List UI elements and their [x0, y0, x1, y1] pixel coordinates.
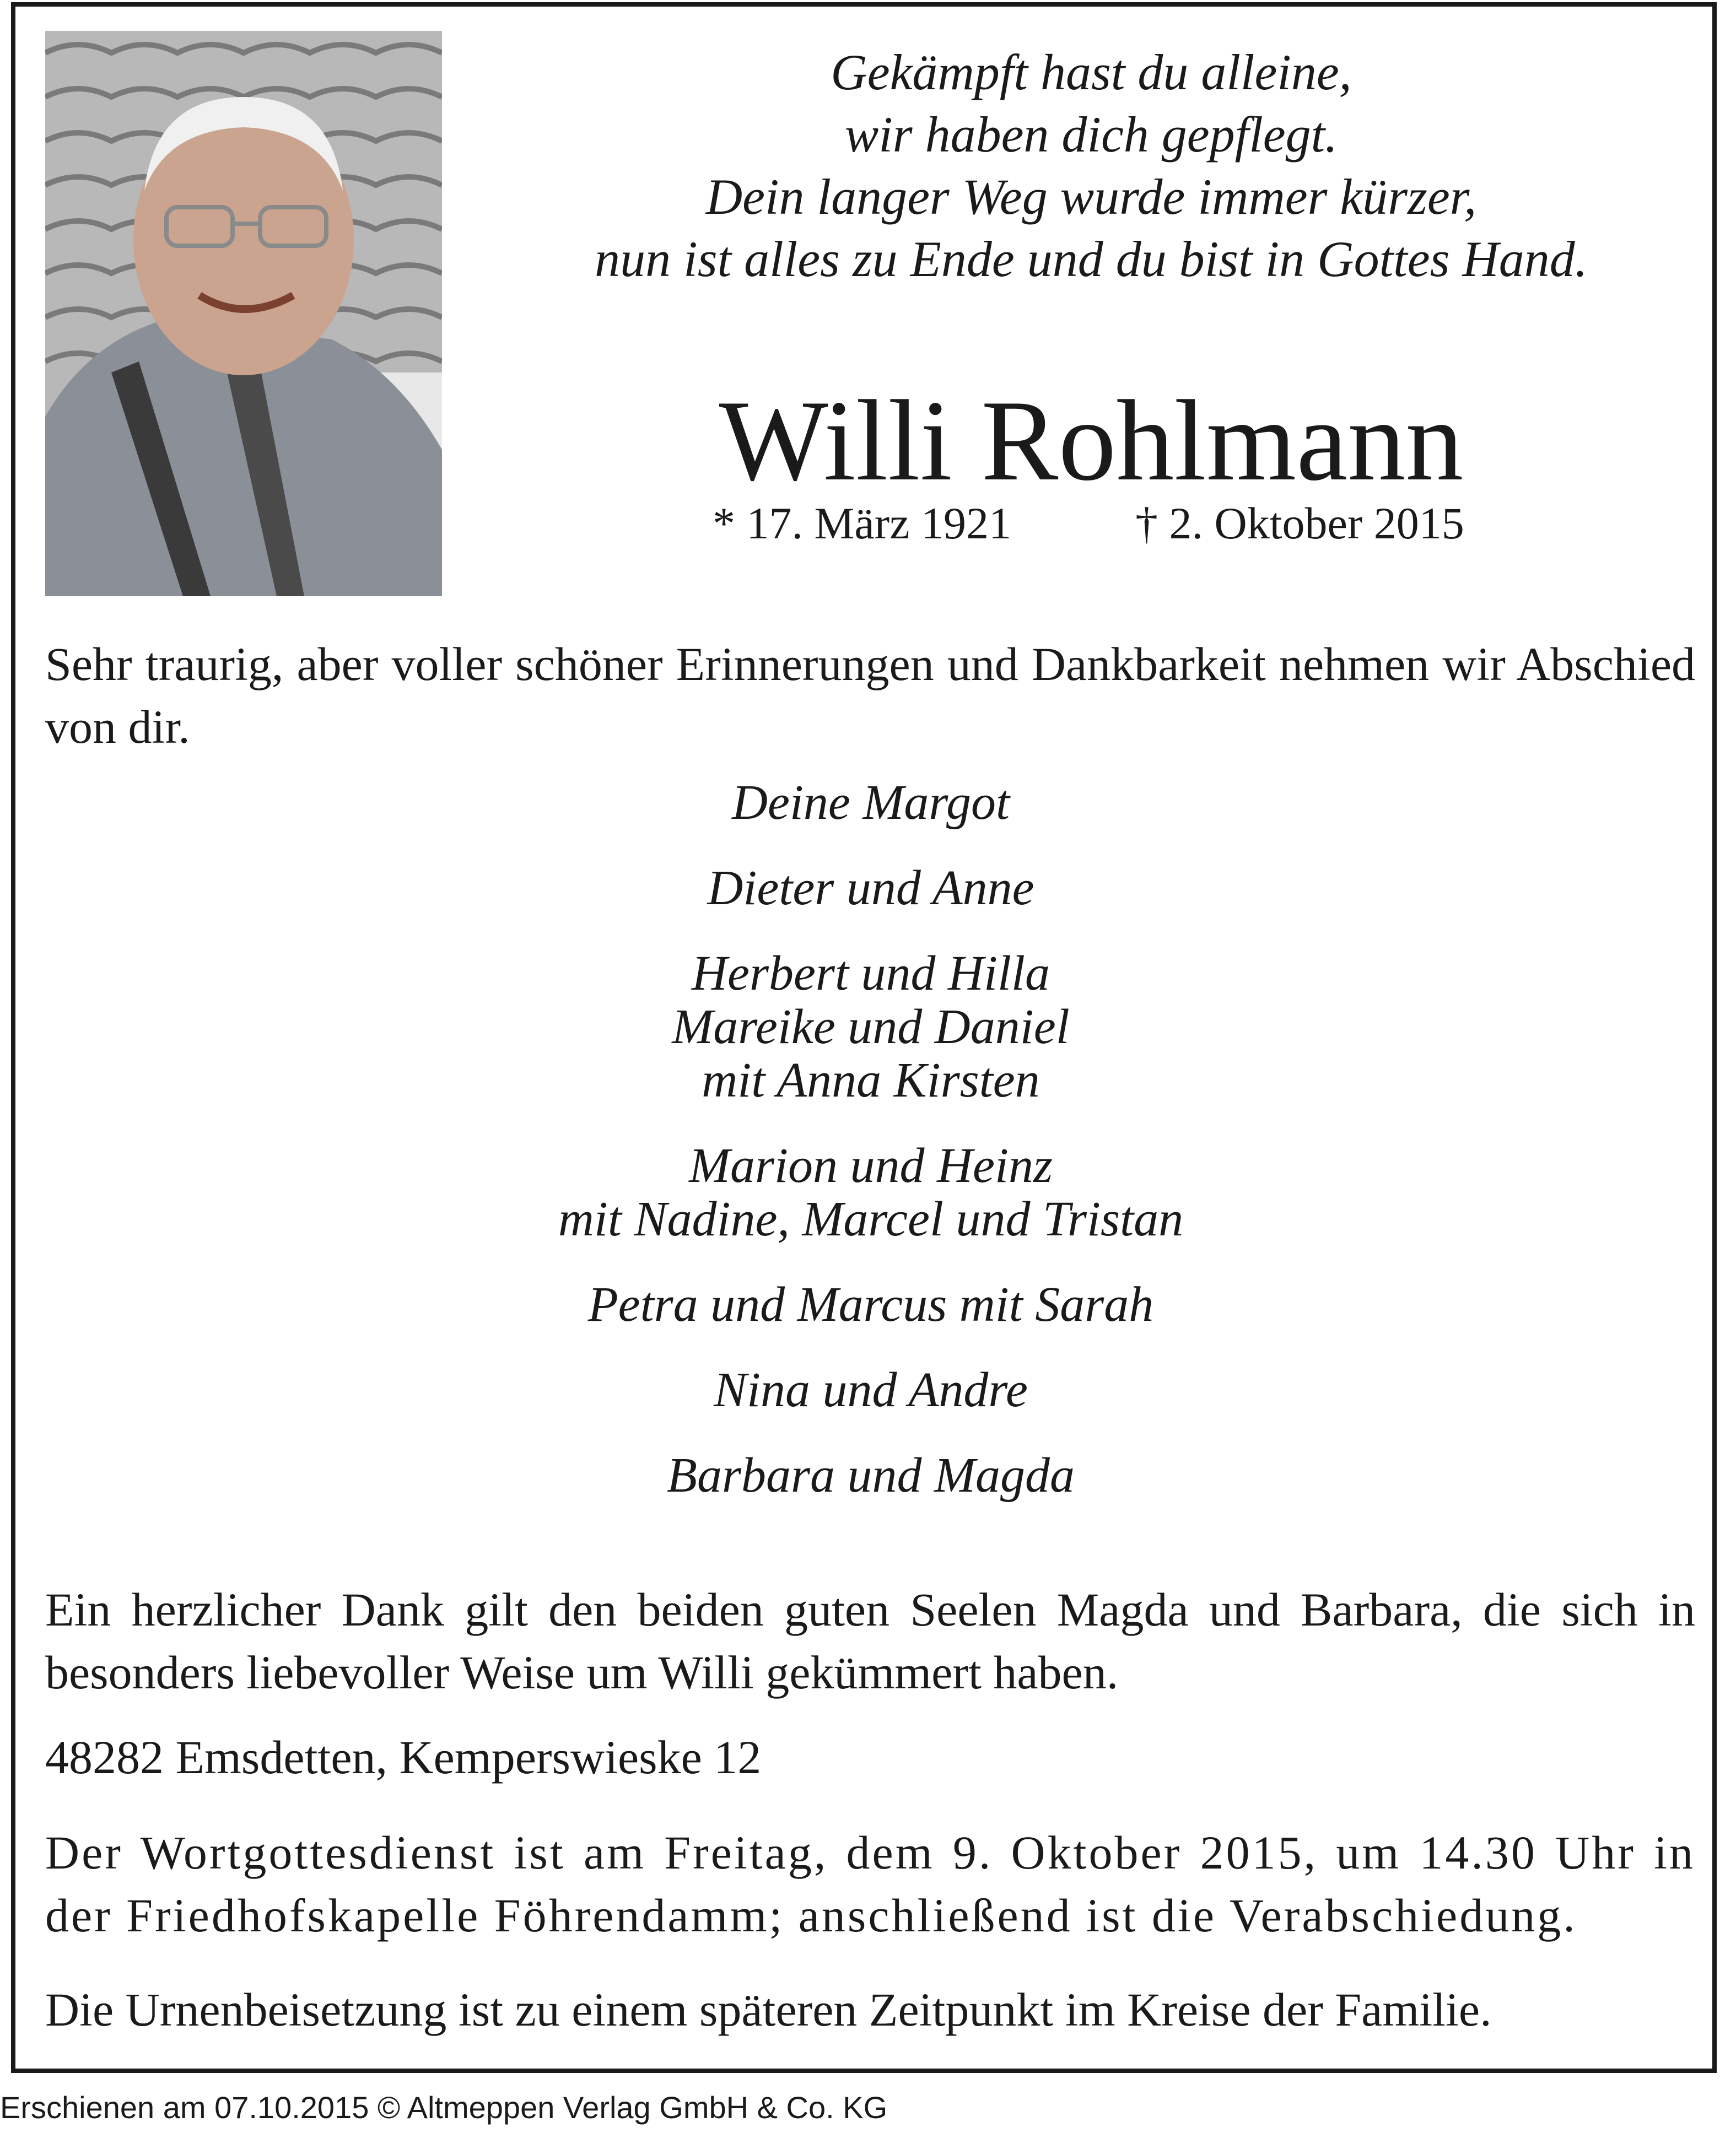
family-line: Marion und Heinz [689, 1138, 1053, 1193]
family-group [331, 1449, 1411, 1502]
publication-footer: Erschienen am 07.10.2015 © Altmeppen Verlag GmbH & Co. KG [0, 2090, 888, 2125]
family-line: mit Nadine, Marcel und Tristan [558, 1192, 1184, 1246]
portrait-photo [45, 31, 442, 596]
birth-date: * 17. März 1921 [713, 498, 1012, 548]
family-group [331, 1139, 1411, 1246]
family-line: Herbert und Hilla [692, 946, 1050, 1001]
service-text: Der Wortgottesdienst ist am Freitag, dem 9. Oktober 2015, um 14.30 Uhr in der Friedhofskapelle Föhrendamm; anschließend ist die Verabschiedung. [45, 1826, 1695, 1942]
poem [496, 41, 1686, 290]
poem-line: wir haben dich gepflegt. [844, 106, 1338, 163]
deceased-name: Willi Rohlmann [719, 377, 1464, 505]
family-group [331, 947, 1411, 1107]
urn-text: Die Urnenbeisetzung ist zu einem späteren Zeitpunkt im Kreise der Familie. [45, 1983, 1492, 2036]
family-group [331, 1278, 1411, 1331]
poem-line: nun ist alles zu Ende und du bist in Gottes Hand. [595, 231, 1588, 287]
address: 48282 Emsdetten, Kemperswieske 12 [45, 1731, 762, 1784]
family-line: Mareike und Daniel [672, 1000, 1070, 1054]
family-line: mit Anna Kirsten [702, 1053, 1040, 1108]
family-group [331, 861, 1411, 915]
family-list [331, 776, 1411, 1534]
farewell-text: Sehr traurig, aber voller schöner Erinnerungen und Dankbarkeit nehmen wir Abschied von dir. [45, 638, 1695, 753]
poem-line: Dein langer Weg wurde immer kürzer, [705, 169, 1477, 225]
death-date: † 2. Oktober 2015 [1135, 498, 1464, 548]
family-group [331, 1363, 1411, 1417]
thanks-text: Ein herzlicher Dank gilt den beiden guten Seelen Magda und Barbara, die sich in besonders liebevoller Weise um Willi gekümmert haben. [45, 1583, 1695, 1699]
family-line: Barbara und Magda [667, 1448, 1075, 1503]
family-line: Deine Margot [731, 775, 1010, 830]
poem-line: Gekämpft hast du alleine, [831, 44, 1352, 100]
family-line: Nina und Andre [713, 1363, 1028, 1417]
family-line: Dieter und Anne [707, 861, 1034, 915]
family-line: Petra und Marcus mit Sarah [587, 1277, 1154, 1332]
family-group [331, 776, 1411, 829]
